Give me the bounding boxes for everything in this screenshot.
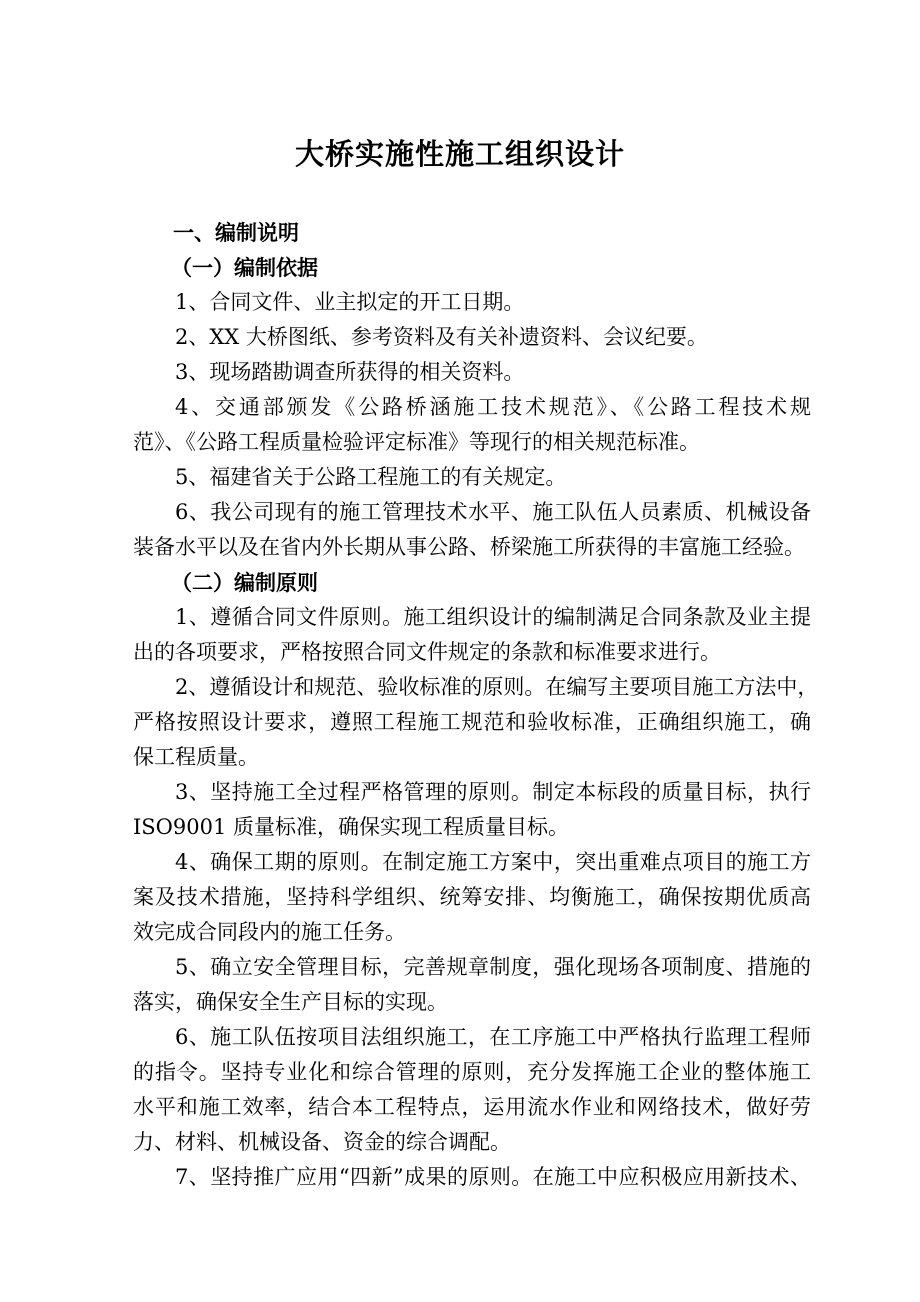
- paragraph-line: 4、确保工期的原则。在制定施工方案中，突出重难点项目的施工方: [175, 850, 811, 874]
- paragraph-line: 案及技术措施，坚持科学组织、统筹安排、均衡施工，确保按期优质高: [133, 885, 811, 909]
- subsection-heading: （二）编制原则: [171, 570, 318, 595]
- paragraph-line: 装备水平以及在省内外长期从事公路、桥梁施工所获得的丰富施工经验。: [133, 535, 805, 559]
- paragraph-line: 3、现场踏勘调查所获得的相关资料。: [175, 360, 525, 384]
- paragraph-line: 2、遵循设计和规范、验收标准的原则。在编写主要项目施工方法中，: [175, 675, 819, 699]
- document-title: 大桥实施性施工组织设计: [294, 137, 625, 171]
- paragraph-line: 严格按照设计要求，遵照工程施工规范和验收标准，正确组织施工，确: [133, 710, 811, 734]
- paragraph-line: 4、交通部颁发《公路桥涵施工技术规范》、《公路工程技术规: [175, 395, 811, 419]
- paragraph-line: 效完成合同段内的施工任务。: [133, 920, 406, 944]
- paragraph-line: 7、坚持推广应用“四新”成果的原则。在施工中应积极应用新技术、: [175, 1165, 811, 1189]
- paragraph-line: 5、确立安全管理目标，完善规章制度，强化现场各项制度、措施的: [175, 955, 811, 979]
- paragraph-line: 1、合同文件、业主拟定的开工日期。: [175, 290, 525, 314]
- paragraph-line: 的指令。坚持专业化和综合管理的原则，充分发挥施工企业的整体施工: [133, 1060, 811, 1084]
- paragraph-line: 1、遵循合同文件原则。施工组织设计的编制满足合同条款及业主提: [175, 605, 811, 629]
- section-heading: 一、编制说明: [173, 220, 299, 245]
- subsection-heading: （一）编制依据: [171, 255, 318, 280]
- paragraph-line: 2、XX 大桥图纸、参考资料及有关补遗资料、会议纪要。: [175, 325, 708, 349]
- paragraph-line: 6、施工队伍按项目法组织施工，在工序施工中严格执行监理工程师: [175, 1025, 811, 1049]
- paragraph-line: 5、福建省关于公路工程施工的有关规定。: [175, 465, 567, 489]
- paragraph-line: 力、材料、机械设备、资金的综合调配。: [133, 1130, 511, 1154]
- document-body: [133, 215, 819, 1195]
- paragraph-line: 落实，确保安全生产目标的实现。: [133, 990, 448, 1014]
- paragraph-line: 6、我公司现有的施工管理技术水平、施工队伍人员素质、机械设备: [175, 500, 811, 524]
- paragraph-line: 保工程质量。: [133, 745, 259, 769]
- paragraph-line: 水平和施工效率，结合本工程特点，运用流水作业和网络技术，做好劳: [133, 1095, 811, 1119]
- paragraph-line: 出的各项要求，严格按照合同文件规定的条款和标准要求进行。: [133, 640, 721, 664]
- paragraph-line: ISO9001 质量标准，确保实现工程质量目标。: [133, 815, 570, 839]
- paragraph-line: 范》、《公路工程质量检验评定标准》等现行的相关规范标准。: [133, 430, 700, 454]
- paragraph-line: 3、坚持施工全过程严格管理的原则。制定本标段的质量目标，执行: [175, 780, 811, 804]
